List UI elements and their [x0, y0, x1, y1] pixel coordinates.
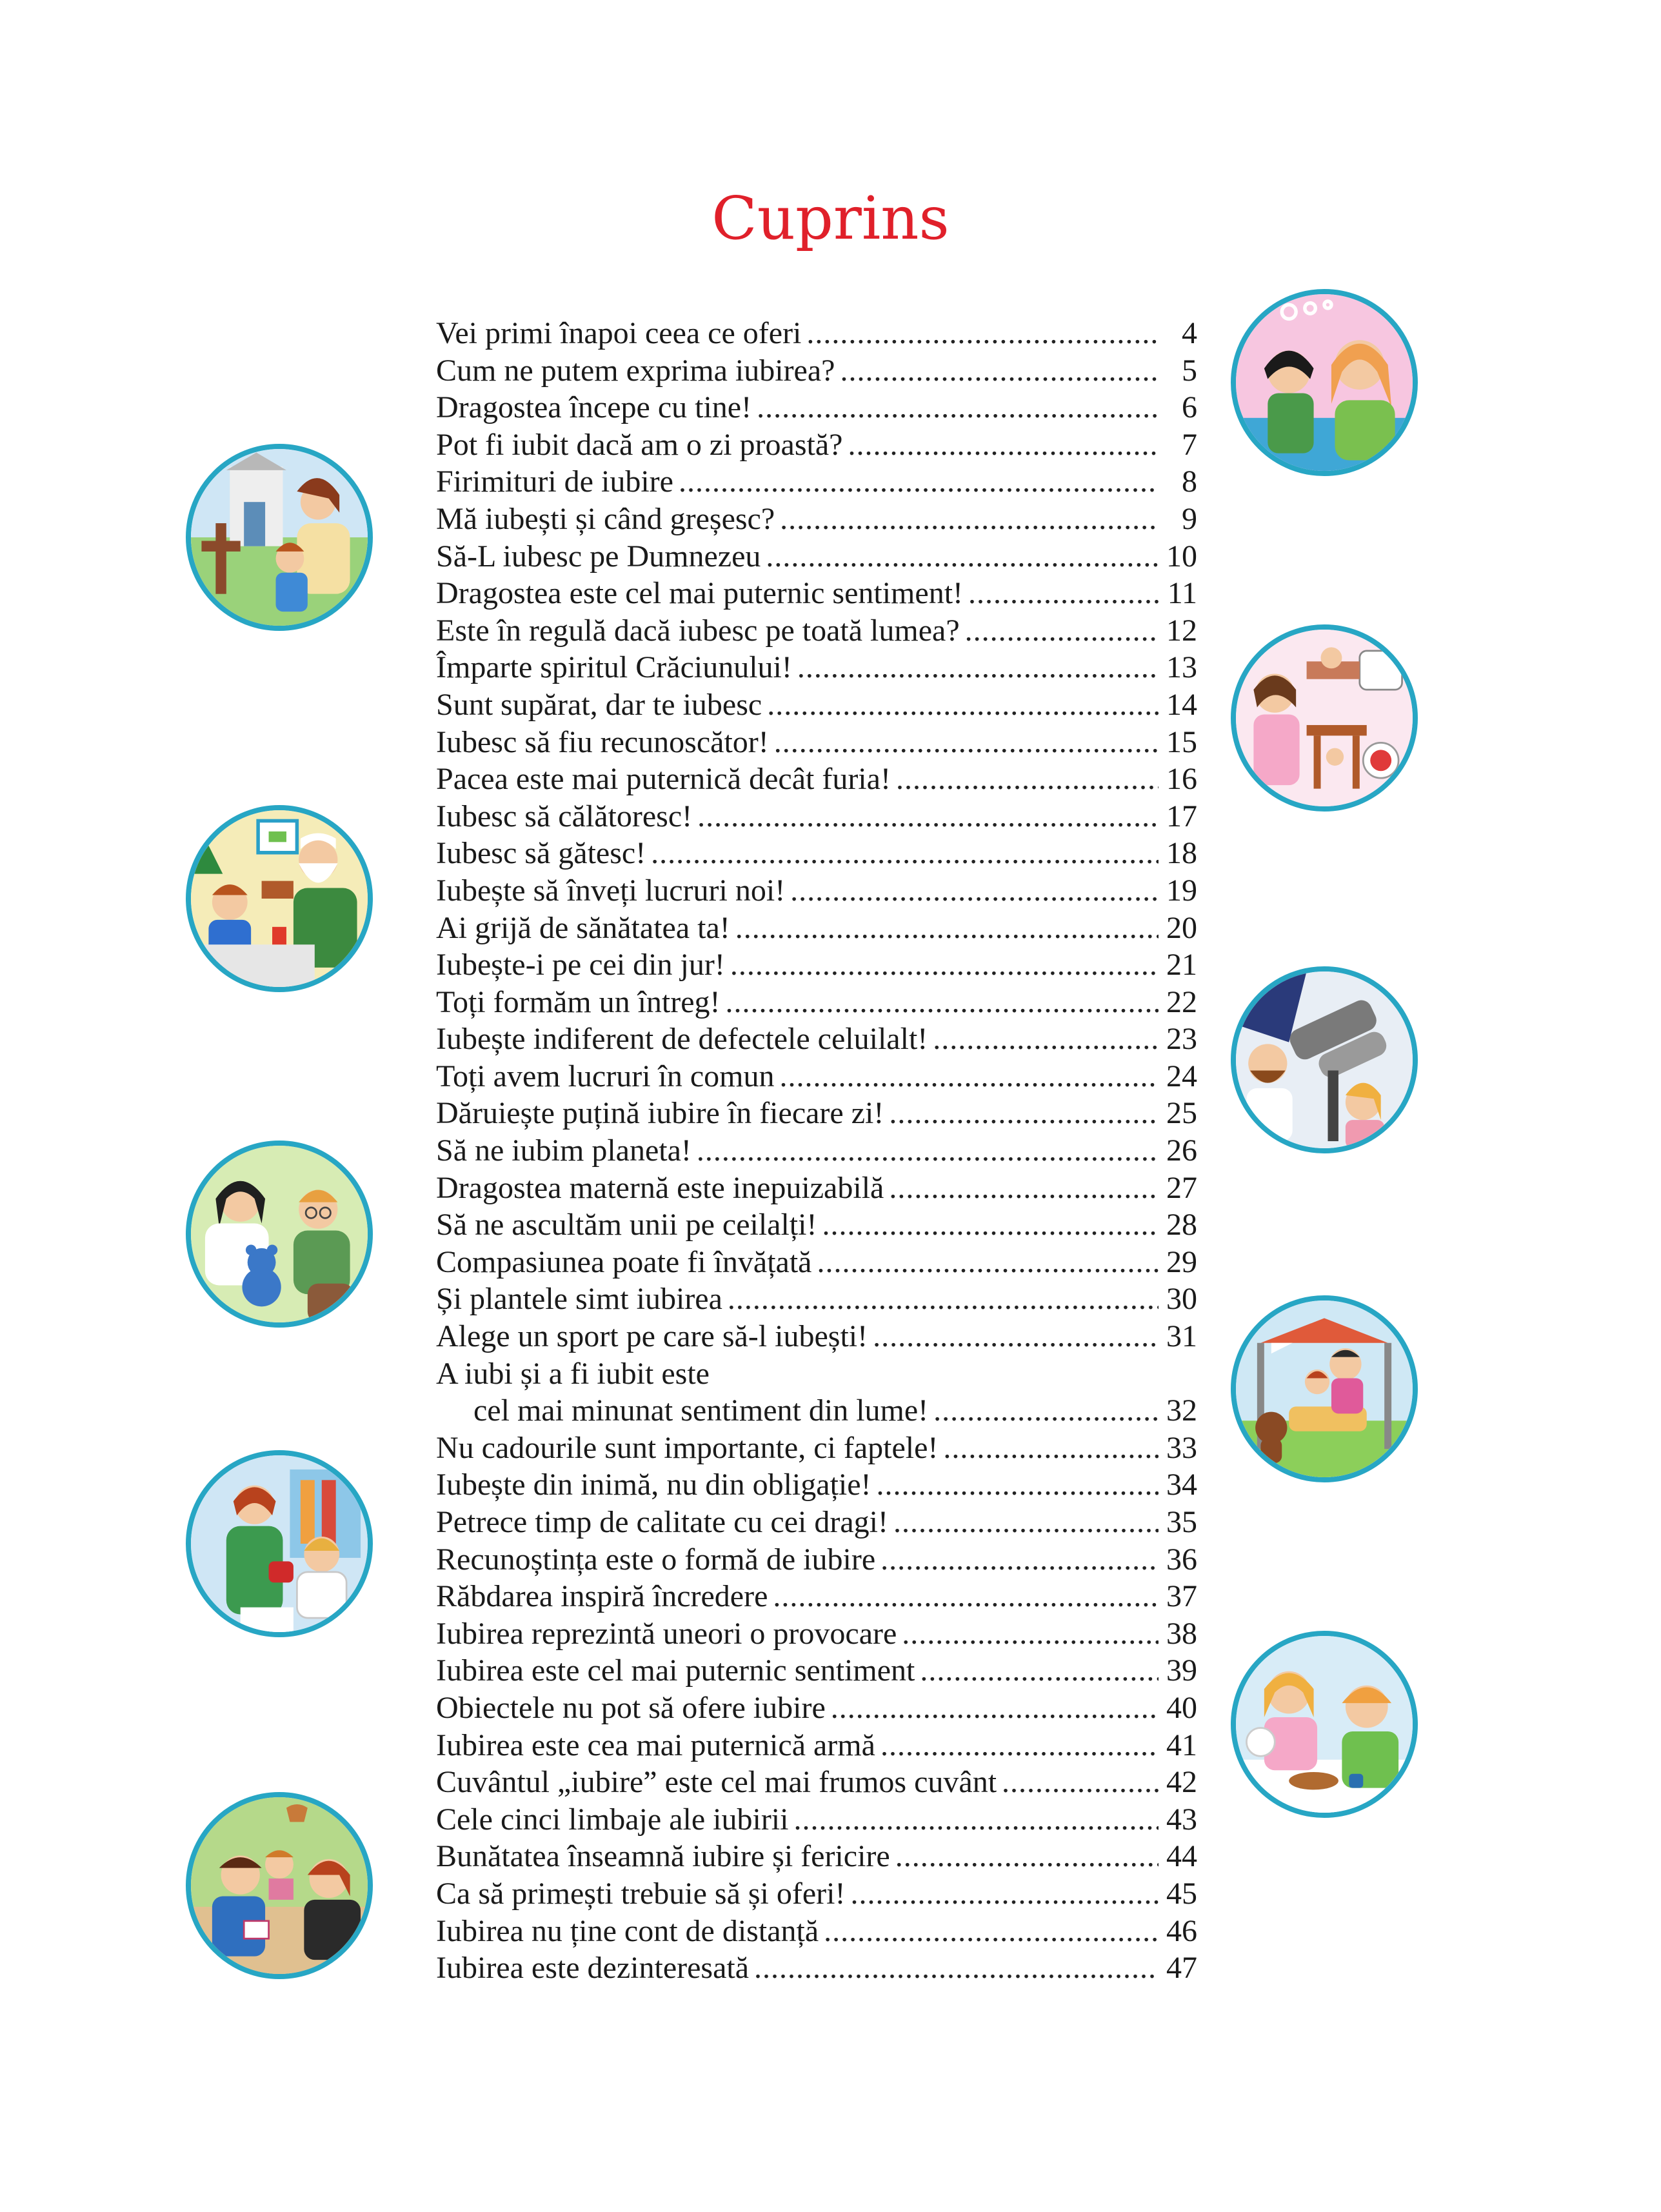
toc-page-number: 21: [1166, 948, 1197, 982]
toc-entry: [436, 724, 1197, 761]
toc-page-number: 8: [1182, 464, 1197, 499]
toc-page-number: 18: [1166, 836, 1197, 871]
toc-page-number: 45: [1166, 1876, 1197, 1911]
toc-leader-dots: [933, 1021, 1159, 1058]
toc-entry-title: Compasiunea poate fi învățată: [436, 1244, 812, 1279]
toc-entry-title: Dragostea începe cu tine!: [436, 390, 752, 425]
grandpa-child-illustration: [186, 805, 373, 992]
toc-entry-title: Alege un sport pe care să-l iubești!: [436, 1319, 868, 1354]
toc-page-number: 11: [1167, 576, 1197, 611]
toc-leader-dots: [728, 1280, 1159, 1318]
toc-leader-dots: [790, 872, 1159, 910]
toc-entry: [436, 1318, 1197, 1355]
toc-leader-dots: [902, 1615, 1159, 1653]
toc-entry-title: Iubește-i pe cei din jur!: [436, 948, 725, 982]
toc-entry: [436, 1578, 1197, 1615]
toc-entry-title: Toți formăm un întreg!: [436, 984, 721, 1019]
church-cross-family-illustration: [186, 444, 373, 631]
toc-page-number: 29: [1166, 1244, 1197, 1279]
toc-page-number: 32: [1166, 1393, 1197, 1428]
toc-entry-title: Să ne iubim planeta!: [436, 1133, 691, 1168]
toc-page-number: 40: [1166, 1690, 1197, 1725]
toc-leader-dots: [780, 1058, 1159, 1095]
toc-page-number: 47: [1166, 1951, 1197, 1986]
toc-page-number: 44: [1166, 1839, 1197, 1874]
toc-leader-dots: [880, 1727, 1159, 1764]
toc-entry-title: Recunoștința este o formă de iubire: [436, 1542, 876, 1577]
toc-leader-dots: [943, 1430, 1159, 1467]
toc-entry-title: Răbdarea inspiră încredere: [436, 1579, 768, 1614]
toc-entry: [436, 649, 1197, 686]
toc-page-number: 12: [1166, 613, 1197, 648]
toc-entry-title: Să ne ascultăm unii pe ceilalți!: [436, 1208, 817, 1242]
table-of-contents: [436, 315, 1197, 1987]
toc-page-number: 25: [1166, 1096, 1197, 1131]
mother-thinking-illustration: [1231, 624, 1418, 812]
toc-page-number: 26: [1166, 1133, 1197, 1168]
toc-page-number: 4: [1182, 316, 1197, 350]
toc-leader-dots: [824, 1913, 1159, 1950]
toc-leader-dots: [880, 1541, 1159, 1579]
toc-page-number: 9: [1182, 501, 1197, 536]
toc-leader-dots: [651, 835, 1159, 872]
toc-entry-title: Iubirea este cea mai puternică armă: [436, 1728, 875, 1762]
toc-leader-dots: [889, 1095, 1159, 1132]
toc-leader-dots: [965, 612, 1159, 650]
toc-entry: [436, 389, 1197, 426]
toc-leader-dots: [757, 389, 1159, 426]
toc-leader-dots: [679, 463, 1159, 501]
toc-entry-title: Este în regulă dacă iubesc pe toată lumea?: [436, 613, 960, 648]
toc-entry: [436, 575, 1197, 612]
toc-leader-dots: [933, 1392, 1159, 1430]
toc-page-number: 19: [1166, 873, 1197, 908]
toc-entry-title: Împarte spiritul Crăciunului!: [436, 650, 792, 685]
toc-entry: [436, 315, 1197, 352]
toc-entry-title: Dragostea maternă este inepuizabilă: [436, 1170, 884, 1205]
toc-page-number: 22: [1166, 984, 1197, 1019]
toc-entry-title: Iubesc să călătoresc!: [436, 799, 693, 833]
toc-entry: [436, 463, 1197, 501]
toc-entry-title: Cuvântul „iubire” este cel mai frumos cuvânt: [436, 1765, 997, 1800]
toc-entry: [436, 910, 1197, 947]
toc-leader-dots: [920, 1652, 1159, 1689]
toc-entry: [436, 612, 1197, 650]
toc-page-number: 28: [1166, 1208, 1197, 1242]
toc-leader-dots: [806, 315, 1159, 352]
toc-entry-title: Iubește indiferent de defectele celuilalt!: [436, 1022, 928, 1057]
toc-page-number: 37: [1166, 1579, 1197, 1614]
toc-entry-title: Să-L iubesc pe Dumnezeu: [436, 539, 761, 573]
toc-page-number: 36: [1166, 1542, 1197, 1577]
toc-page-number: 38: [1166, 1616, 1197, 1651]
toc-entry-title: Sunt supărat, dar te iubesc: [436, 687, 762, 722]
toc-entry: [436, 1875, 1197, 1913]
toc-entry: [436, 984, 1197, 1021]
toc-entry: [436, 1206, 1197, 1244]
toc-entry-title: Iubesc să fiu recunoscător!: [436, 724, 769, 759]
toc-leader-dots: [767, 686, 1159, 724]
toc-entry: [436, 1355, 1197, 1393]
toc-leader-dots: [817, 1244, 1159, 1281]
toc-page-number: 5: [1182, 353, 1197, 388]
toc-page-number: 35: [1166, 1505, 1197, 1539]
toc-leader-dots: [831, 1689, 1159, 1727]
swing-family-illustration: [1231, 1295, 1418, 1482]
toc-page-number: 24: [1166, 1059, 1197, 1093]
toc-page-number: 16: [1166, 762, 1197, 797]
toc-entry-title: Bunătatea înseamnă iubire și fericire: [436, 1839, 890, 1874]
toc-entry: [436, 1541, 1197, 1579]
toc-entry-title: Iubirea este dezinteresată: [436, 1951, 750, 1986]
children-breakfast-illustration: [1231, 1631, 1418, 1818]
toc-leader-dots: [766, 538, 1159, 575]
toc-leader-dots: [877, 1466, 1159, 1504]
toc-entry: [436, 1095, 1197, 1132]
toc-entry-title: Firimituri de iubire: [436, 464, 673, 499]
toc-entry: [436, 835, 1197, 872]
toc-entry: [436, 1615, 1197, 1653]
toc-page-number: 15: [1166, 724, 1197, 759]
toc-entry: [436, 686, 1197, 724]
toc-entry-title: Iubesc să gătesc!: [436, 836, 646, 871]
page-title: Cuprins: [711, 184, 950, 253]
toc-leader-dots: [726, 984, 1159, 1021]
toc-leader-dots: [1002, 1764, 1159, 1801]
toc-entry-title: Pacea este mai puternică decât furia!: [436, 762, 891, 797]
telescope-illustration: [1231, 966, 1418, 1153]
toc-page-number: 13: [1166, 650, 1197, 685]
toc-entry-title: Ai grijă de sănătatea ta!: [436, 910, 730, 945]
toc-entry-title: A iubi și a fi iubit este: [436, 1356, 710, 1391]
toc-leader-dots: [840, 352, 1159, 390]
toc-page-number: 17: [1166, 799, 1197, 833]
toc-leader-dots: [697, 798, 1159, 835]
toc-entry-title: Mă iubești și când greșesc?: [436, 501, 775, 536]
toc-entry-title: Vei primi înapoi ceea ce oferi: [436, 316, 802, 350]
toc-leader-dots: [896, 761, 1159, 798]
toc-entry: [436, 1504, 1197, 1541]
toc-entry: [436, 1170, 1197, 1207]
family-cards-illustration: [186, 1792, 373, 1979]
toc-entry: [436, 1949, 1197, 1987]
toc-leader-dots: [850, 1875, 1159, 1913]
toc-entry: [436, 1280, 1197, 1318]
toc-entry: [436, 538, 1197, 575]
toc-entry: [436, 1244, 1197, 1281]
toc-entry-title: Iubește să înveți lucruri noi!: [436, 873, 786, 908]
toc-page-number: 23: [1166, 1022, 1197, 1057]
mother-child-teddy-illustration: [186, 1141, 373, 1328]
toc-entry: [436, 946, 1197, 984]
toc-page-number: 14: [1166, 687, 1197, 722]
toc-page-number: 30: [1166, 1282, 1197, 1317]
toc-entry-title: cel mai minunat sentiment din lume!: [473, 1393, 929, 1428]
toc-entry: [436, 1689, 1197, 1727]
mother-child-shoes-illustration: [186, 1450, 373, 1637]
toc-entry: [436, 1764, 1197, 1801]
toc-leader-dots: [889, 1170, 1159, 1207]
toc-leader-dots: [697, 1132, 1159, 1170]
toc-entry: [436, 798, 1197, 835]
mother-daughter-illustration: [1231, 289, 1418, 476]
toc-entry: [436, 1392, 1197, 1430]
toc-leader-dots: [735, 910, 1159, 947]
toc-leader-dots: [793, 1801, 1159, 1838]
toc-entry-title: Dăruiește puțină iubire în fiecare zi!: [436, 1096, 884, 1131]
toc-leader-dots: [822, 1206, 1159, 1244]
toc-entry-title: Iubirea reprezintă uneori o provocare: [436, 1616, 897, 1651]
toc-leader-dots: [754, 1949, 1159, 1987]
toc-entry-title: Nu cadourile sunt importante, ci faptele!: [436, 1430, 939, 1465]
toc-entry: [436, 501, 1197, 538]
toc-page-number: 27: [1166, 1170, 1197, 1205]
toc-entry-title: Toți avem lucruri în comun: [436, 1059, 775, 1093]
toc-entry-title: Obiectele nu pot să ofere iubire: [436, 1690, 826, 1725]
toc-entry-title: Cum ne putem exprima iubirea?: [436, 353, 835, 388]
toc-entry-title: Ca să primești trebuie să și oferi!: [436, 1876, 846, 1911]
toc-entry: [436, 352, 1197, 390]
toc-page-number: 41: [1166, 1728, 1197, 1762]
toc-entry-title: Dragostea este cel mai puternic sentiment!: [436, 576, 964, 611]
toc-entry-title: Cele cinci limbaje ale iubirii: [436, 1802, 789, 1837]
toc-leader-dots: [895, 1838, 1159, 1875]
toc-entry: [436, 1466, 1197, 1504]
toc-entry: [436, 761, 1197, 798]
toc-page-number: 7: [1182, 427, 1197, 462]
toc-entry: [436, 426, 1197, 464]
toc-leader-dots: [893, 1504, 1159, 1541]
toc-entry: [436, 1058, 1197, 1095]
toc-leader-dots: [797, 649, 1159, 686]
toc-entry: [436, 1132, 1197, 1170]
toc-leader-dots: [780, 501, 1159, 538]
toc-entry-title: Iubirea este cel mai puternic sentiment: [436, 1653, 915, 1688]
toc-entry-title: Iubește din inimă, nu din obligație!: [436, 1468, 871, 1502]
toc-entry-title: Și plantele simt iubirea: [436, 1282, 722, 1317]
toc-entry: [436, 1913, 1197, 1950]
toc-page-number: 6: [1182, 390, 1197, 425]
toc-page-number: 39: [1166, 1653, 1197, 1688]
toc-leader-dots: [848, 426, 1159, 464]
toc-leader-dots: [968, 575, 1159, 612]
toc-page-number: 34: [1166, 1468, 1197, 1502]
toc-entry-title: Pot fi iubit dacă am o zi proastă?: [436, 427, 843, 462]
toc-page-number: 42: [1166, 1765, 1197, 1800]
toc-leader-dots: [873, 1318, 1159, 1355]
toc-leader-dots: [730, 946, 1159, 984]
toc-page-number: 43: [1166, 1802, 1197, 1837]
toc-entry-title: Iubirea nu ține cont de distanță: [436, 1913, 819, 1948]
toc-page-number: 31: [1166, 1319, 1197, 1354]
toc-entry: [436, 1727, 1197, 1764]
toc-leader-dots: [773, 1578, 1159, 1615]
toc-page-number: 46: [1166, 1913, 1197, 1948]
toc-page-number: 33: [1166, 1430, 1197, 1465]
toc-entry: [436, 1838, 1197, 1875]
toc-leader-dots: [774, 724, 1159, 761]
toc-entry: [436, 1430, 1197, 1467]
toc-page-number: 10: [1166, 539, 1197, 573]
toc-entry-title: Petrece timp de calitate cu cei dragi!: [436, 1505, 888, 1539]
toc-entry: [436, 1652, 1197, 1689]
toc-page-number: 20: [1166, 910, 1197, 945]
toc-entry: [436, 1021, 1197, 1058]
toc-entry: [436, 872, 1197, 910]
toc-entry: [436, 1801, 1197, 1838]
